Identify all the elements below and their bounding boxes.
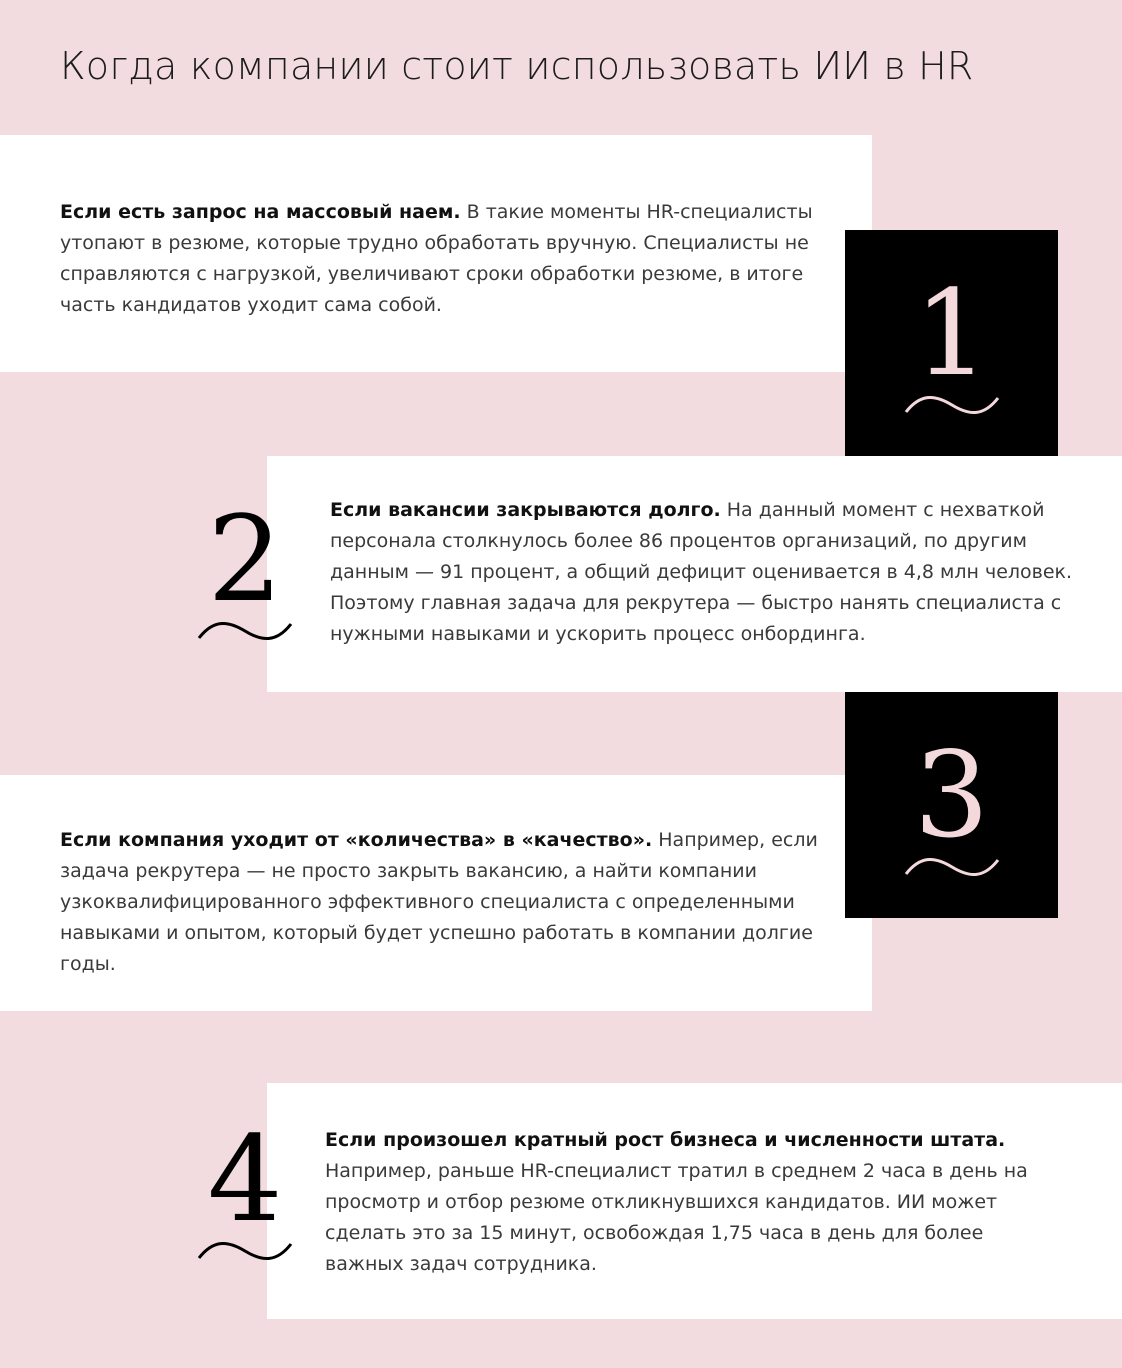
- item-lead-4: Если произошел кратный рост бизнеса и численности штата.: [325, 1129, 1006, 1151]
- number-3: 3: [913, 726, 990, 864]
- number-badge-2: [195, 490, 295, 644]
- number-badge-3: [845, 726, 1058, 880]
- number-4: 4: [207, 1110, 283, 1248]
- number-badge-1: [845, 264, 1058, 418]
- number-box-1: [845, 230, 1058, 456]
- item-text-4: [325, 1125, 1065, 1280]
- item-text-3: [60, 825, 820, 980]
- item-lead-1: Если есть запрос на массовый наем.: [60, 201, 461, 223]
- item-body-1: В такие моменты HR-специалисты утопают в резюме, которые трудно обработать вручную. Специалисты не справляются с нагрузкой, увеличивают сроки обработки резюме, в итоге часть кандидатов уходит сама собой.: [60, 201, 813, 316]
- page-title: Когда компании стоит использовать ИИ в HR: [60, 44, 974, 88]
- item-body-3: Например, если задача рекрутера — не просто закрыть вакансию, а найти компании узкоквалифицированного эффективного специалиста с определенными навыками и опытом, который будет успешно работать в компании долгие годы.: [60, 829, 818, 975]
- number-box-3: [845, 692, 1058, 918]
- item-lead-2: Если вакансии закрываются долго.: [330, 499, 721, 521]
- number-badge-4: [195, 1110, 295, 1264]
- number-1: 1: [913, 264, 990, 402]
- item-lead-3: Если компания уходит от «количества» в «качество».: [60, 829, 653, 851]
- number-2: 2: [207, 490, 283, 628]
- item-text-1: [60, 197, 820, 321]
- item-body-4: Например, раньше HR-специалист тратил в среднем 2 часа в день на просмотр и отбор резюме откликнувшихся кандидатов. ИИ может сделать это за 15 минут, освобождая 1,75 часа в день для более важных задач сотрудника.: [325, 1160, 1028, 1275]
- item-body-2: На данный момент с нехваткой персонала столкнулось более 86 процентов организаций, по другим данным — 91 процент, а общий дефицит оценивается в 4,8 млн человек. Поэтому главная задача для рекрутера — быстро нанять специалиста с нужными навыками и ускорить процесс онбординга.: [330, 499, 1073, 645]
- item-text-2: [330, 495, 1100, 650]
